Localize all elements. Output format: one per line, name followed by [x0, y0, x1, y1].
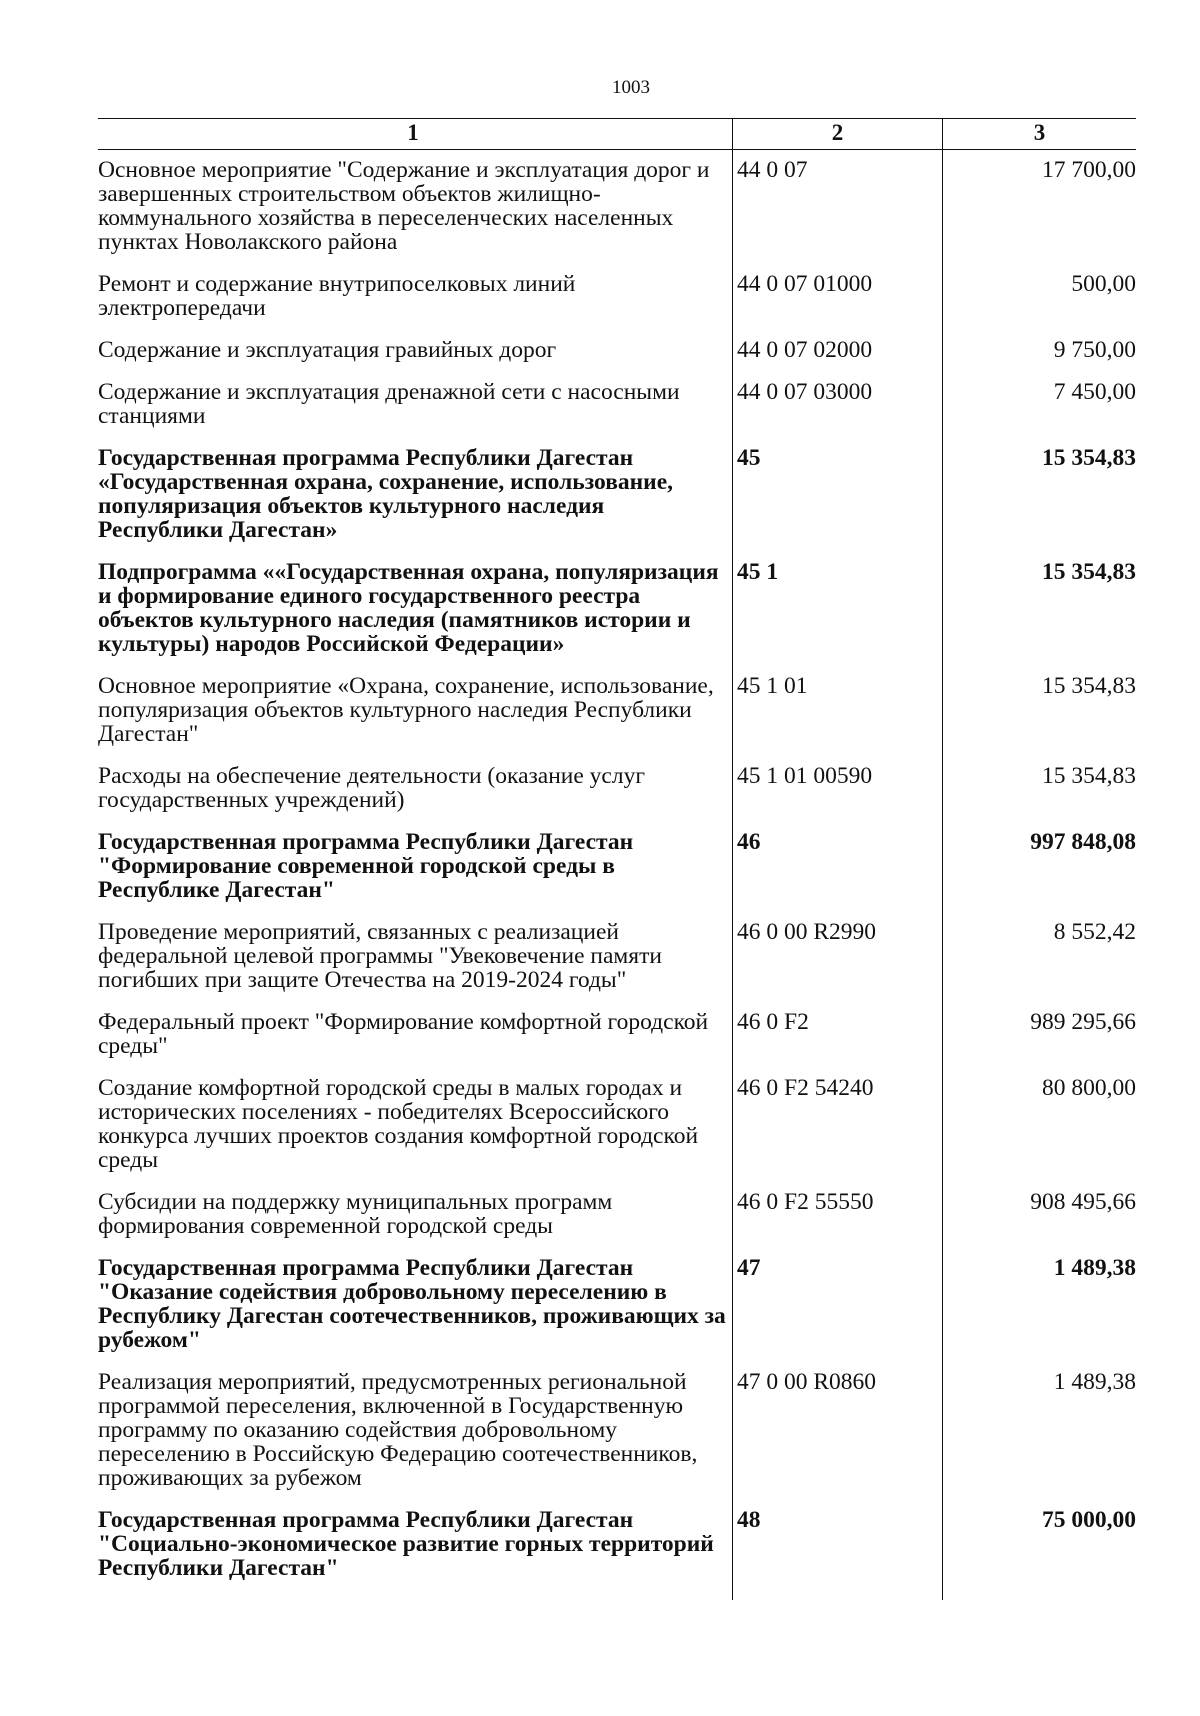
row-amount: 500,00 — [942, 264, 1136, 330]
row-name: Государственная программа Республики Дагестан "Формирование современной городской среды в Республике Дагестан" — [98, 829, 634, 903]
row-code: 46 0 F2 55550 — [732, 1182, 942, 1248]
table-bottom-spacer — [98, 1590, 1136, 1600]
row-amount: 1 489,38 — [942, 1248, 1136, 1362]
row-amount: 15 354,83 — [942, 438, 1136, 552]
row-code: 47 0 00 R0860 — [732, 1362, 942, 1500]
row-amount: 15 354,83 — [942, 756, 1136, 822]
row-code: 45 — [732, 438, 942, 552]
row-amount: 997 848,08 — [942, 822, 1136, 912]
table-row — [98, 912, 1136, 1002]
table-row — [98, 666, 1136, 756]
column-header-2: 2 — [732, 119, 942, 149]
table-row — [98, 822, 1136, 912]
row-name: Государственная программа Республики Дагестан "Социально-экономическое развитие горных территорий Республики Дагестан" — [98, 1507, 714, 1581]
table-body — [98, 150, 1136, 1590]
row-name: Основное мероприятие "Содержание и эксплуатация дорог и завершенных строительством объектов жилищно-коммунального хозяйства в переселенческих населенных пунктах Новолакского района — [98, 157, 710, 255]
row-amount: 908 495,66 — [942, 1182, 1136, 1248]
row-code: 45 1 01 — [732, 666, 942, 756]
row-code: 44 0 07 02000 — [732, 330, 942, 372]
table-row — [98, 1068, 1136, 1182]
column-header-1: 1 — [407, 120, 419, 145]
row-code: 44 0 07 — [732, 150, 942, 264]
row-amount: 1 489,38 — [942, 1362, 1136, 1500]
row-name: Подпрограмма ««Государственная охрана, популяризация и формирование единого государственного реестра объектов культурного наследия (памятников истории и культуры) народов Российской Федерации» — [98, 559, 719, 657]
table-header — [98, 118, 1136, 150]
row-name: Создание комфортной городской среды в малых городах и исторических поселениях - победителях Всероссийского конкурса лучших проектов создания комфортной городской среды — [98, 1075, 699, 1173]
row-code: 44 0 07 03000 — [732, 372, 942, 438]
row-code: 46 0 F2 54240 — [732, 1068, 942, 1182]
table-row — [98, 330, 1136, 372]
row-name: Основное мероприятие «Охрана, сохранение, использование, популяризация объектов культурного наследия Республики Дагестан" — [98, 673, 714, 747]
table-row — [98, 1248, 1136, 1362]
row-code: 46 0 F2 — [732, 1002, 942, 1068]
table-row — [98, 1500, 1136, 1590]
page-number: 1003 — [612, 77, 650, 98]
row-amount: 9 750,00 — [942, 330, 1136, 372]
row-amount: 17 700,00 — [942, 150, 1136, 264]
table-row — [98, 438, 1136, 552]
row-code: 47 — [732, 1248, 942, 1362]
row-code: 46 — [732, 822, 942, 912]
row-name: Содержание и эксплуатация дренажной сети с насосными станциями — [98, 379, 680, 429]
row-name: Государственная программа Республики Дагестан «Государственная охрана, сохранение, использование, популяризация объектов культурного наследия Республики Дагестан» — [98, 445, 674, 543]
row-code: 48 — [732, 1500, 942, 1590]
row-name: Субсидии на поддержку муниципальных программ формирования современной городской среды — [98, 1189, 613, 1239]
row-code: 45 1 01 00590 — [732, 756, 942, 822]
table-row — [98, 1002, 1136, 1068]
table-row — [98, 756, 1136, 822]
table-row — [98, 1182, 1136, 1248]
row-amount: 15 354,83 — [942, 666, 1136, 756]
row-amount: 15 354,83 — [942, 552, 1136, 666]
row-name: Реализация мероприятий, предусмотренных региональной программой переселения, включенной в Государственную программу по оказанию содействия добровольному переселению в Российскую Федерацию соотечественников, проживающих за рубежом — [98, 1369, 698, 1491]
table-row — [98, 150, 1136, 264]
column-header-3: 3 — [942, 119, 1136, 149]
row-code: 46 0 00 R2990 — [732, 912, 942, 1002]
row-code: 44 0 07 01000 — [732, 264, 942, 330]
budget-table — [98, 118, 1136, 1600]
table-row — [98, 372, 1136, 438]
row-name: Содержание и эксплуатация гравийных дорог — [98, 337, 557, 363]
row-amount: 989 295,66 — [942, 1002, 1136, 1068]
table-row — [98, 264, 1136, 330]
table-row — [98, 552, 1136, 666]
row-amount: 75 000,00 — [942, 1500, 1136, 1590]
row-amount: 7 450,00 — [942, 372, 1136, 438]
row-name: Расходы на обеспечение деятельности (оказание услуг государственных учреждений) — [98, 763, 645, 813]
row-amount: 8 552,42 — [942, 912, 1136, 1002]
row-name: Ремонт и содержание внутрипоселковых линий электропередачи — [98, 271, 576, 321]
row-amount: 80 800,00 — [942, 1068, 1136, 1182]
row-name: Государственная программа Республики Дагестан "Оказание содействия добровольному переселению в Республику Дагестан соотечественников, проживающих за рубежом" — [98, 1255, 726, 1353]
row-name: Проведение мероприятий, связанных с реализацией федеральной целевой программы "Увековечение памяти погибших при защите Отечества на 2019-2024 годы" — [98, 919, 662, 993]
row-name: Федеральный проект "Формирование комфортной городской среды" — [98, 1009, 709, 1059]
table-row — [98, 1362, 1136, 1500]
row-code: 45 1 — [732, 552, 942, 666]
